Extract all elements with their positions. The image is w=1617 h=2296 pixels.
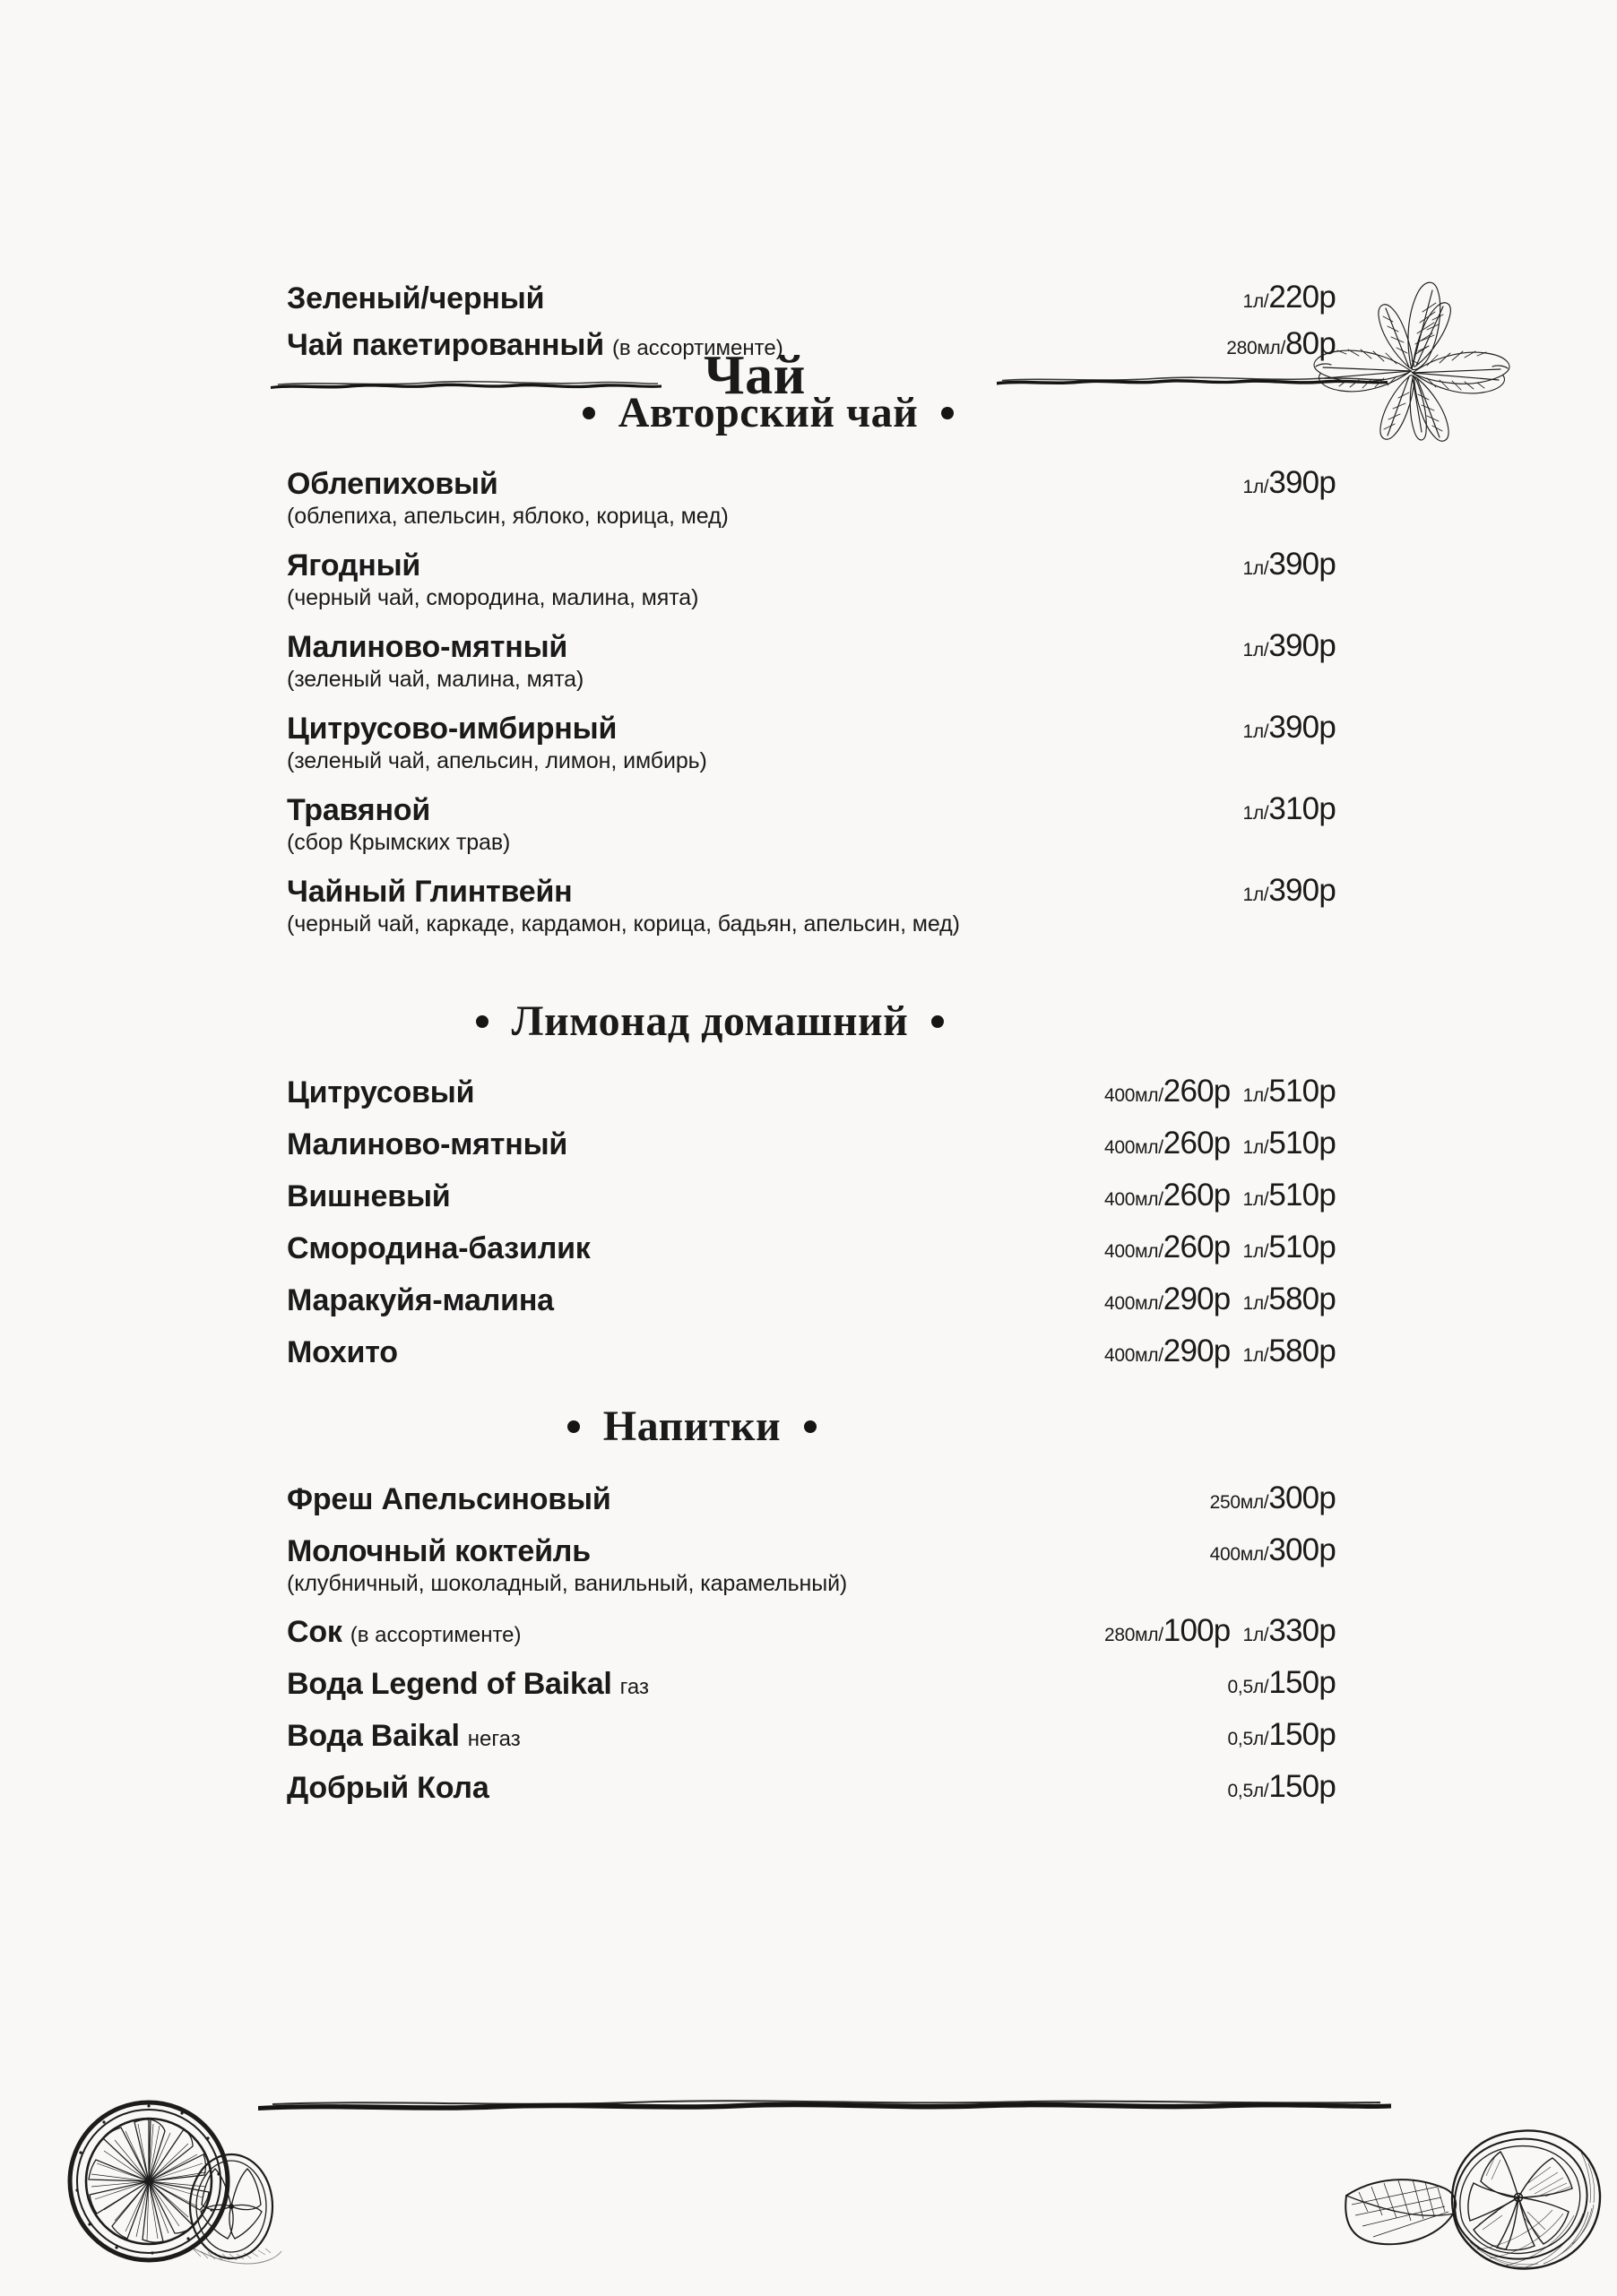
menu-items-lemonade: [0, 1070, 1617, 1369]
item-prices: [1210, 1532, 1336, 1568]
menu-section-tea: [0, 276, 1617, 362]
bullet-dot-icon: [567, 1420, 580, 1433]
menu-items-tea: [0, 276, 1617, 362]
menu-section-signature-tea: [0, 389, 1617, 937]
price-entry: [1242, 1230, 1336, 1265]
menu-item-row[interactable]: [0, 788, 1617, 827]
price-volume: 400мл/: [1104, 1293, 1163, 1314]
item-name: Чайный Глинтвейн: [287, 874, 573, 909]
price-amount: 150р: [1268, 1769, 1336, 1804]
item-name-group: [287, 467, 1242, 501]
item-name-group: [287, 1667, 1228, 1701]
price-volume: 1л/: [1242, 1241, 1269, 1262]
item-description: (клубничный, шоколадный, ванильный, карамельный): [287, 1571, 848, 1596]
bullet-dot-icon: [804, 1420, 817, 1433]
item-name: Вода Baikal: [287, 1718, 460, 1753]
price-entry: [1228, 1665, 1336, 1701]
menu-item-row[interactable]: [0, 323, 1617, 362]
item-name: Вишневый: [287, 1178, 451, 1213]
price-entry: [1104, 1282, 1230, 1317]
price-amount: 300р: [1268, 1532, 1336, 1567]
bullet-dot-icon: [941, 407, 954, 419]
lemon-half-with-leaf-icon: [1319, 2122, 1615, 2294]
menu-section-lemonade: [0, 997, 1617, 1369]
price-entry: [1242, 710, 1336, 746]
price-volume: 400мл/: [1104, 1241, 1163, 1262]
item-description: (облепиха, апельсин, яблоко, корица, мед): [287, 504, 729, 529]
item-name-group: [287, 1179, 1104, 1213]
price-amount: 510р: [1268, 1074, 1336, 1109]
price-amount: 510р: [1268, 1126, 1336, 1161]
item-name-group: [287, 1283, 1104, 1317]
item-name-group: [287, 1231, 1104, 1265]
price-entry: [1242, 628, 1336, 664]
price-amount: 510р: [1268, 1178, 1336, 1213]
price-volume: 1л/: [1242, 291, 1269, 312]
price-volume: 1л/: [1242, 1293, 1269, 1314]
item-name-group: [287, 1615, 1104, 1649]
price-amount: 300р: [1268, 1480, 1336, 1515]
item-name-group: [287, 548, 1242, 583]
price-volume: 0,5л/: [1227, 1781, 1269, 1801]
menu-item-row[interactable]: [0, 1610, 1617, 1649]
price-entry: [1242, 873, 1336, 909]
price-volume: 1л/: [1242, 721, 1269, 742]
item-name-group: [287, 1127, 1104, 1161]
item-name-suffix: (в ассортименте): [350, 1622, 522, 1647]
item-name: Малиново-мятный: [287, 1126, 568, 1161]
price-entry: [1242, 547, 1336, 583]
menu-items-signature-tea: [0, 462, 1617, 937]
item-description: (черный чай, смородина, малина, мята): [287, 585, 699, 610]
price-volume: 400мл/: [1104, 1085, 1163, 1106]
price-entry: [1228, 1769, 1336, 1805]
price-amount: 260р: [1163, 1074, 1231, 1109]
item-description: (зеленый чай, апельсин, лимон, имбирь): [287, 748, 707, 773]
price-amount: 290р: [1163, 1334, 1231, 1368]
price-volume: 1л/: [1242, 640, 1269, 660]
item-prices: [1104, 1178, 1336, 1213]
price-volume: 280мл/: [1104, 1625, 1163, 1645]
price-amount: 150р: [1268, 1717, 1336, 1752]
item-prices: [1228, 1717, 1336, 1753]
item-name: Малиново-мятный: [287, 629, 568, 664]
price-volume: 1л/: [1242, 558, 1269, 579]
price-amount: 580р: [1268, 1334, 1336, 1368]
item-name-group: [287, 1771, 1228, 1805]
item-description: (сбор Крымских трав): [287, 830, 511, 855]
item-prices: [1104, 1613, 1336, 1649]
item-name: Вода Legend of Baikal: [287, 1666, 612, 1701]
price-entry: [1104, 1074, 1230, 1109]
price-entry: [1104, 1178, 1230, 1213]
item-name-group: [287, 1075, 1104, 1109]
menu-item-row[interactable]: [0, 869, 1617, 909]
menu-item-row[interactable]: [0, 1226, 1617, 1265]
item-prices: [1242, 710, 1336, 746]
price-entry: [1242, 1178, 1336, 1213]
price-amount: 390р: [1268, 465, 1336, 500]
item-name-group: [287, 1482, 1210, 1516]
price-entry: [1210, 1480, 1336, 1516]
item-name-group: [287, 1335, 1104, 1369]
price-volume: 400мл/: [1104, 1345, 1163, 1366]
item-name: Зеленый/черный: [287, 281, 545, 315]
item-name: Травяной: [287, 792, 431, 827]
item-name-group: [287, 712, 1242, 746]
menu-item-row[interactable]: [0, 1529, 1617, 1568]
item-prices: [1242, 873, 1336, 909]
price-volume: 250мл/: [1209, 1492, 1269, 1513]
page-title-text: Чай: [704, 345, 806, 406]
price-volume: 280мл/: [1226, 338, 1285, 358]
item-prices: [1242, 628, 1336, 664]
price-volume: 400мл/: [1209, 1544, 1269, 1565]
price-entry: [1242, 280, 1336, 315]
item-name: Цитрусово-имбирный: [287, 711, 618, 746]
section-heading-text: Авторский чай: [618, 389, 919, 436]
item-name: Смородина-базилик: [287, 1230, 591, 1265]
price-amount: 390р: [1268, 628, 1336, 663]
section-heading-text: Лимонад домашний: [511, 997, 909, 1045]
section-heading-drinks: [0, 1405, 1500, 1448]
menu-item-row[interactable]: [0, 1713, 1617, 1753]
menu-item-row[interactable]: [0, 462, 1617, 501]
menu-item-row[interactable]: [0, 1278, 1617, 1317]
menu-item-row[interactable]: [0, 1330, 1617, 1369]
price-entry: [1104, 1126, 1230, 1161]
item-prices: [1226, 326, 1336, 362]
section-heading-lemonade: [0, 997, 1518, 1045]
price-amount: 220р: [1268, 280, 1336, 315]
item-prices: [1210, 1480, 1336, 1516]
menu-item-row[interactable]: [0, 1662, 1617, 1701]
menu-items-drinks: [0, 1477, 1617, 1805]
price-entry: [1104, 1613, 1230, 1649]
item-name: Цитрусовый: [287, 1075, 475, 1109]
item-prices: [1242, 465, 1336, 501]
item-prices: [1242, 791, 1336, 827]
bullet-dot-icon: [583, 407, 595, 419]
price-amount: 330р: [1268, 1613, 1336, 1648]
price-volume: 400мл/: [1104, 1189, 1163, 1210]
price-amount: 100р: [1163, 1613, 1231, 1648]
price-amount: 290р: [1163, 1282, 1231, 1316]
footer-rule-icon: [255, 2095, 1395, 2115]
price-amount: 310р: [1268, 791, 1336, 826]
item-description: (зеленый чай, малина, мята): [287, 667, 584, 692]
price-amount: 390р: [1268, 873, 1336, 908]
price-entry: [1226, 326, 1336, 362]
menu-section-drinks: [0, 1405, 1617, 1805]
item-name-group: [287, 281, 1242, 315]
price-entry: [1104, 1230, 1230, 1265]
section-heading-signature-tea: [0, 389, 1577, 436]
item-name-suffix: газ: [619, 1674, 649, 1699]
item-prices: [1104, 1230, 1336, 1265]
item-name: Чай пакетированный: [287, 327, 604, 362]
price-volume: 1л/: [1242, 1625, 1269, 1645]
price-entry: [1242, 1074, 1336, 1109]
price-volume: 1л/: [1242, 1345, 1269, 1366]
item-name-group: [287, 1719, 1228, 1753]
price-amount: 580р: [1268, 1282, 1336, 1316]
price-amount: 260р: [1163, 1230, 1231, 1265]
bullet-dot-icon: [931, 1015, 944, 1028]
item-name-group: [287, 1534, 1210, 1568]
price-volume: 400мл/: [1104, 1137, 1163, 1158]
item-name: Добрый Кола: [287, 1770, 489, 1805]
price-amount: 80р: [1285, 326, 1336, 361]
price-entry: [1104, 1334, 1230, 1369]
item-name-group: [287, 328, 1226, 362]
price-volume: 1л/: [1242, 1085, 1269, 1106]
price-entry: [1242, 791, 1336, 827]
item-name: Маракуйя-малина: [287, 1282, 554, 1317]
item-name-group: [287, 875, 1242, 909]
item-name: Мохито: [287, 1334, 398, 1369]
price-amount: 510р: [1268, 1230, 1336, 1265]
item-name-suffix: (в ассортименте): [611, 335, 783, 360]
menu-item-row[interactable]: [0, 1477, 1617, 1516]
price-entry: [1242, 465, 1336, 501]
item-prices: [1228, 1665, 1336, 1701]
price-amount: 390р: [1268, 710, 1336, 745]
item-name-group: [287, 630, 1242, 664]
price-volume: 1л/: [1242, 1189, 1269, 1210]
price-volume: 1л/: [1242, 803, 1269, 824]
price-entry: [1228, 1717, 1336, 1753]
menu-item-row[interactable]: [0, 1765, 1617, 1805]
price-amount: 390р: [1268, 547, 1336, 582]
menu-item-row[interactable]: [0, 625, 1617, 664]
price-entry: [1210, 1532, 1336, 1568]
price-volume: 0,5л/: [1227, 1677, 1269, 1697]
menu-item-row[interactable]: [0, 1122, 1617, 1161]
price-volume: 1л/: [1242, 1137, 1269, 1158]
item-description: (черный чай, каркаде, кардамон, корица, бадьян, апельсин, мед): [287, 911, 960, 937]
menu-item-row[interactable]: [0, 543, 1617, 583]
item-name: Облепиховый: [287, 466, 498, 501]
price-entry: [1242, 1126, 1336, 1161]
orange-slices-icon: [52, 2081, 321, 2296]
menu-item-row[interactable]: [0, 1174, 1617, 1213]
price-amount: 260р: [1163, 1126, 1231, 1161]
item-name: Фреш Апельсиновый: [287, 1481, 611, 1516]
price-entry: [1242, 1334, 1336, 1369]
item-name-group: [287, 793, 1242, 827]
price-amount: 150р: [1268, 1665, 1336, 1700]
item-prices: [1104, 1126, 1336, 1161]
item-prices: [1242, 547, 1336, 583]
item-prices: [1104, 1074, 1336, 1109]
item-prices: [1242, 280, 1336, 315]
item-name: Сок: [287, 1614, 342, 1649]
price-entry: [1242, 1613, 1336, 1649]
price-amount: 260р: [1163, 1178, 1231, 1213]
item-prices: [1104, 1282, 1336, 1317]
price-volume: 0,5л/: [1227, 1729, 1269, 1749]
price-volume: 1л/: [1242, 885, 1269, 905]
bullet-dot-icon: [476, 1015, 489, 1028]
item-name-suffix: негаз: [467, 1726, 521, 1751]
price-entry: [1242, 1282, 1336, 1317]
item-prices: [1228, 1769, 1336, 1805]
menu-item-row[interactable]: [0, 1070, 1617, 1109]
item-name: Молочный коктейль: [287, 1533, 591, 1568]
price-volume: 1л/: [1242, 477, 1269, 497]
menu-sections: [0, 269, 1617, 1805]
item-prices: [1104, 1334, 1336, 1369]
section-heading-text: Напитки: [602, 1403, 782, 1450]
menu-item-row[interactable]: [0, 276, 1617, 315]
item-name: Ягодный: [287, 548, 421, 583]
menu-item-row[interactable]: [0, 706, 1617, 746]
